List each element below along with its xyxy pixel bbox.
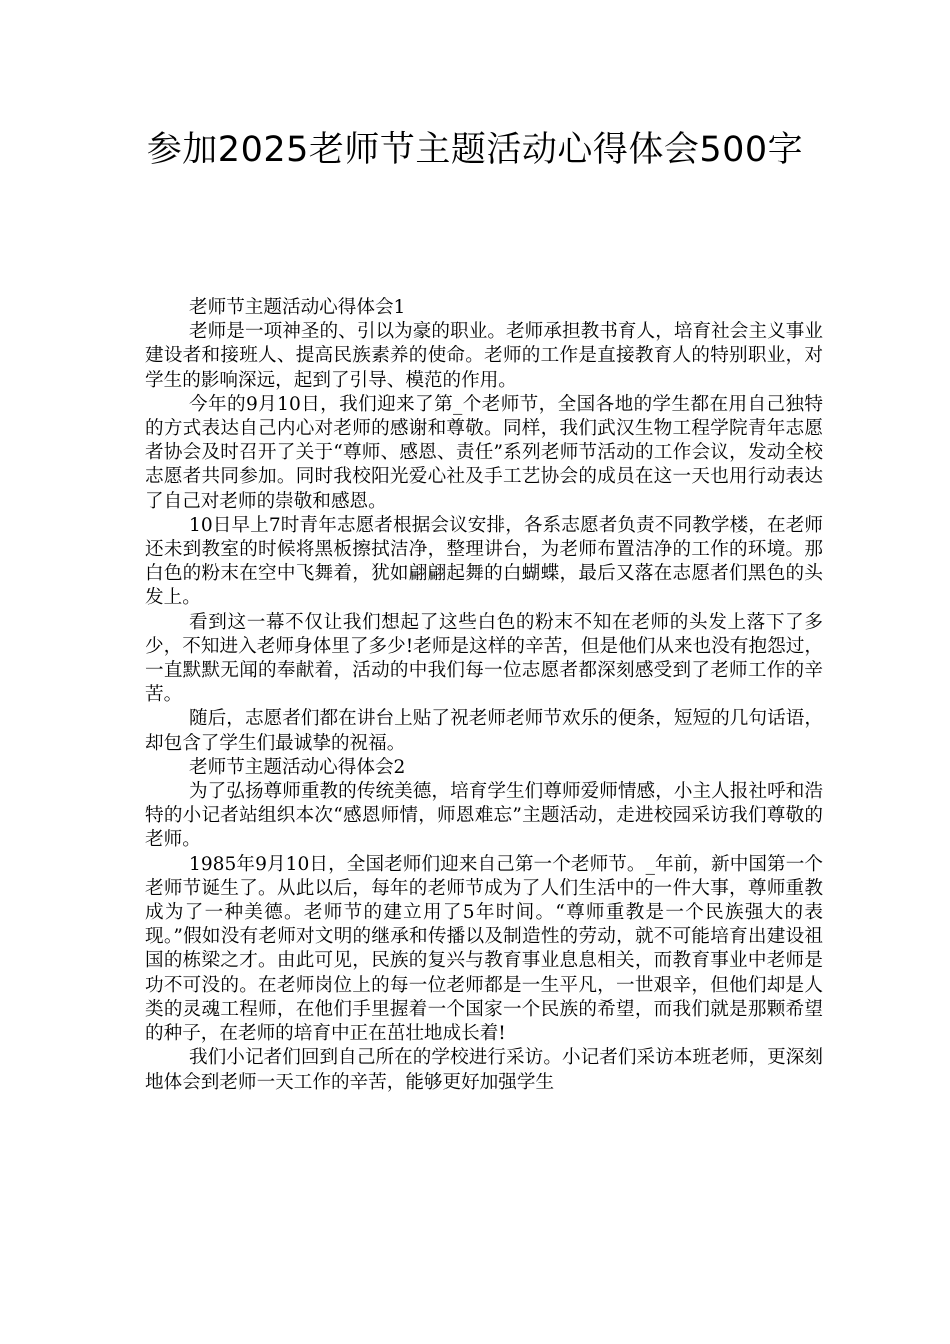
section-1-paragraph-3: 10日早上7时青年志愿者根据会议安排，各系志愿者负责不同教学楼，在老师还未到教室的时候将黑板擦拭洁净，整理讲台，为老师布置洁净的工作的环境。那白色的粉末在空中飞舞着，犹如翩翩起舞的白蝴蝶，最后又落在志愿者们黑色的头发上。: [145, 514, 823, 609]
document-body: [145, 296, 823, 1095]
section-1-heading: 老师节主题活动心得体会1: [189, 297, 406, 318]
section-1-paragraph-5: 随后，志愿者们都在讲台上贴了祝老师老师节欢乐的便条，短短的几句话语，却包含了学生们最诚挚的祝福。: [145, 708, 823, 754]
section-1-paragraph-2: 今年的9月10日，我们迎来了第_个老师节，全国各地的学生都在用自己独特的方式表达自己内心对老师的感谢和尊敬。同样，我们武汉生物工程学院青年志愿者协会及时召开了关于“尊师、感恩、责任”系列老师节活动的工作会议，发动全校志愿者共同参加。同时我校阳光爱心社及手工艺协会的成员在这一天也用行动表达了自己对老师的崇敬和感恩。: [145, 393, 823, 512]
section-2-paragraph-3: 我们小记者们回到自己所在的学校进行采访。小记者们采访本班老师，更深刻地体会到老师一天工作的辛苦，能够更好加强学生: [145, 1047, 823, 1093]
document-title: 参加2025老师节主题活动心得体会500字: [146, 130, 804, 170]
section-1-paragraph-1: 老师是一项神圣的、引以为豪的职业。老师承担教书育人，培育社会主义事业建设者和接班人、提高民族素养的使命。老师的工作是直接教育人的特别职业，对学生的影响深远，起到了引导、模范的作用。: [145, 321, 823, 391]
section-2-paragraph-1: 为了弘扬尊师重教的传统美德，培育学生们尊师爱师情感，小主人报社呼和浩特的小记者站组织本次“感恩师情，师恩难忘”主题活动，走进校园采访我们尊敬的老师。: [145, 781, 823, 851]
section-2-paragraph-2: 1985年9月10日，全国老师们迎来自己第一个老师节。_年前，新中国第一个老师节诞生了。从此以后，每年的老师节成为了人们生活中的一件大事，尊师重教成为了一种美德。老师节的建立用了5年时间。“尊师重教是一个民族强大的表现。”假如没有老师对文明的继承和传播以及制造性的劳动，就不可能培育出建设祖国的栋梁之才。由此可见，民族的复兴与教育事业息息相关，而教育事业中老师是功不可没的。在老师岗位上的每一位老师都是一生平凡，一世艰辛，但他们却是人类的灵魂工程师，在他们手里握着一个国家一个民族的希望，而我们就是那颗希望的种子，在老师的培育中正在茁壮地成长着!: [145, 853, 823, 1045]
section-2-heading: 老师节主题活动心得体会2: [189, 756, 406, 778]
section-1-paragraph-4: 看到这一幕不仅让我们想起了这些白色的粉末不知在老师的头发上落下了多少，不知进入老师身体里了多少!老师是这样的辛苦，但是他们从来也没有抱怨过，一直默默无闻的奉献着，活动的中我们每一位志愿者都深刻感受到了老师工作的辛苦。: [145, 611, 823, 706]
